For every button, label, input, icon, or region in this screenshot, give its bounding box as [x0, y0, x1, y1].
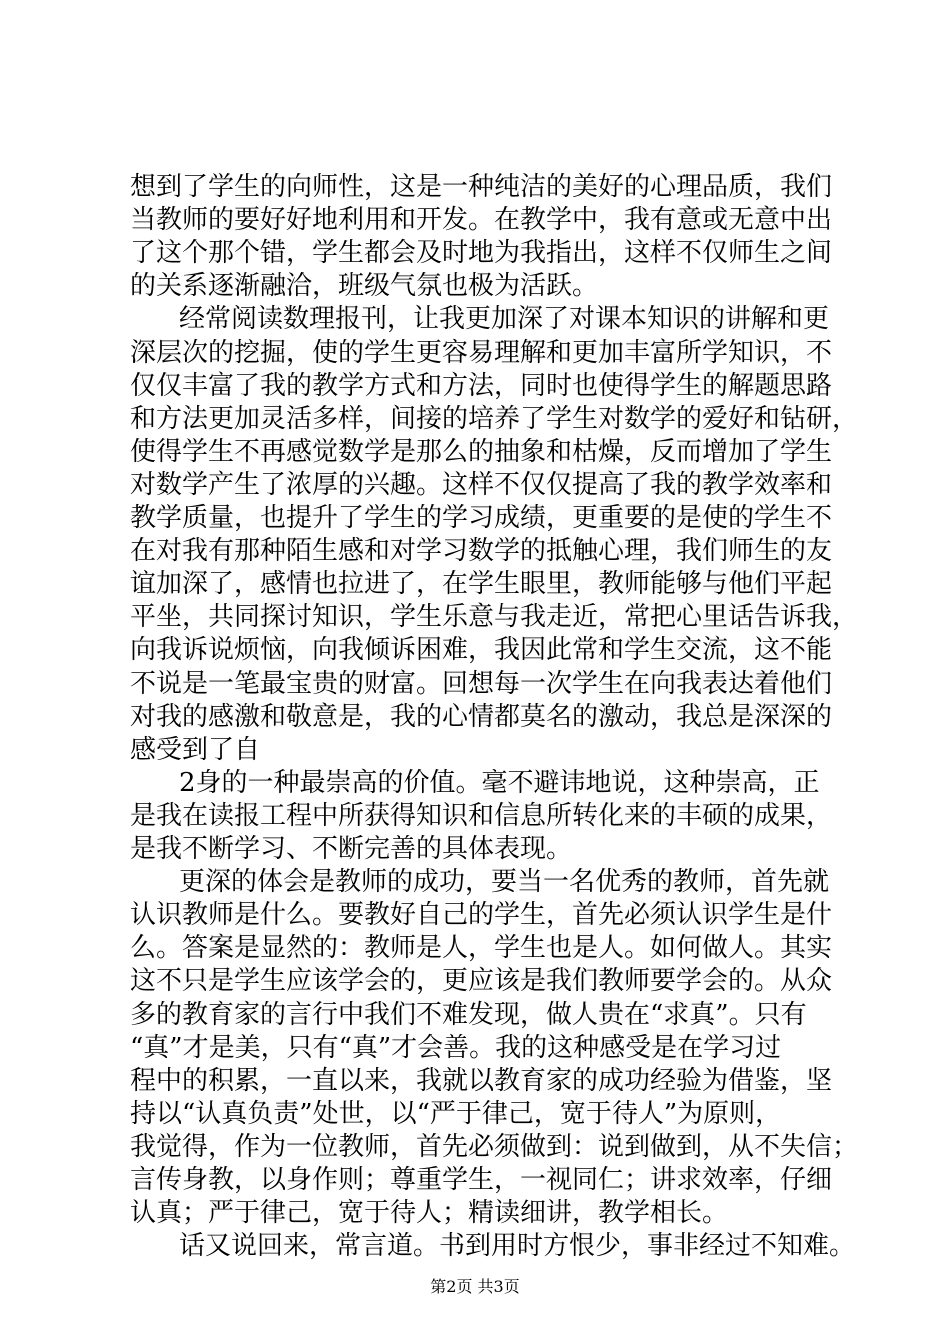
text-line: 程中的积累，一直以来，我就以教育家的成功经验为借鉴，坚 [130, 1065, 833, 1096]
text-line: 经常阅读数理报刊，让我更加深了对课本知识的讲解和更 [179, 304, 830, 335]
text-line: 和方法更加灵活多样，间接的培养了学生对数学的爱好和钻研， [130, 403, 859, 434]
text-line: 认识教师是什么。要教好自己的学生，首先必须认识学生是什 [130, 900, 833, 931]
text-line: 的关系逐渐融洽，班级气氛也极为活跃。 [130, 271, 599, 302]
text-line: 持以“认真负责”处世，以“严于律己，宽于待人”为原则， [130, 1098, 782, 1129]
page-footer: 第2页 共3页 [430, 1277, 520, 1296]
text-line: 是我在读报工程中所获得知识和信息所转化来的丰硕的成果， [130, 800, 833, 831]
text-line: 深层次的挖掘，使的学生更容易理解和更加丰富所学知识，不 [130, 337, 833, 368]
text-line: 2身的一种最崇高的价值。毫不避讳地说，这种崇高，正 [179, 767, 820, 798]
text-line: 这不只是学生应该学会的，更应该是我们教师要学会的。从众 [130, 966, 833, 997]
text-line: 仅仅丰富了我的教学方式和方法，同时也使得学生的解题思路 [130, 370, 833, 401]
text-line: 话又说回来，常言道。书到用时方恨少，事非经过不知难。 [179, 1231, 856, 1262]
text-line: 向我诉说烦恼，向我倾诉困难，我因此常和学生交流，这不能 [130, 635, 833, 666]
text-line: 多的教育家的言行中我们不难发现，做人贵在“求真”。只有 [130, 999, 807, 1030]
text-line: 更深的体会是教师的成功，要当一名优秀的教师，首先就 [179, 867, 830, 898]
text-line: 使得学生不再感觉数学是那么的抽象和枯燥，反而增加了学生 [130, 436, 833, 467]
text-line: 了这个那个错，学生都会及时地为我指出，这样不仅师生之间 [130, 238, 833, 269]
text-line: 不说是一笔最宝贵的财富。回想每一次学生在向我表达着他们 [130, 668, 833, 699]
text-line: 教学质量，也提升了学生的学习成绩，更重要的是使的学生不 [130, 503, 833, 533]
text-line: 在对我有那种陌生感和对学习数学的抵触心理，我们师生的友 [130, 536, 833, 567]
text-line: 当教师的要好好地利用和开发。在教学中，我有意或无意中出 [130, 205, 833, 236]
text-line: “真”才是美，只有“真”才会善。我的这种感受是在学习过 [130, 1032, 782, 1063]
text-line: 平坐，共同探讨知识，学生乐意与我走近，常把心里话告诉我， [130, 602, 859, 633]
text-line: 想到了学生的向师性，这是一种纯洁的美好的心理品质，我们 [130, 172, 833, 202]
text-line: 言传身教，以身作则；尊重学生，一视同仁；讲求效率，仔细 [130, 1165, 833, 1195]
text-line: 我觉得，作为一位教师，首先必须做到：说到做到，从不失信； [130, 1131, 859, 1162]
text-line: 是我不断学习、不断完善的具体表现。 [130, 834, 573, 864]
text-line: 认真；严于律己，宽于待人；精读细讲，教学相长。 [130, 1198, 729, 1229]
text-line: 感受到了自 [130, 734, 261, 765]
text-line: 谊加深了，感情也拉进了，在学生眼里，教师能够与他们平起 [130, 569, 833, 600]
text-line: 对数学产生了浓厚的兴趣。这样不仅仅提高了我的教学效率和 [130, 469, 833, 500]
text-line: 对我的感激和敬意是，我的心情都莫名的激动，我总是深深的 [130, 701, 833, 732]
text-line: 么。答案是显然的：教师是人，学生也是人。如何做人。其实 [130, 933, 833, 964]
